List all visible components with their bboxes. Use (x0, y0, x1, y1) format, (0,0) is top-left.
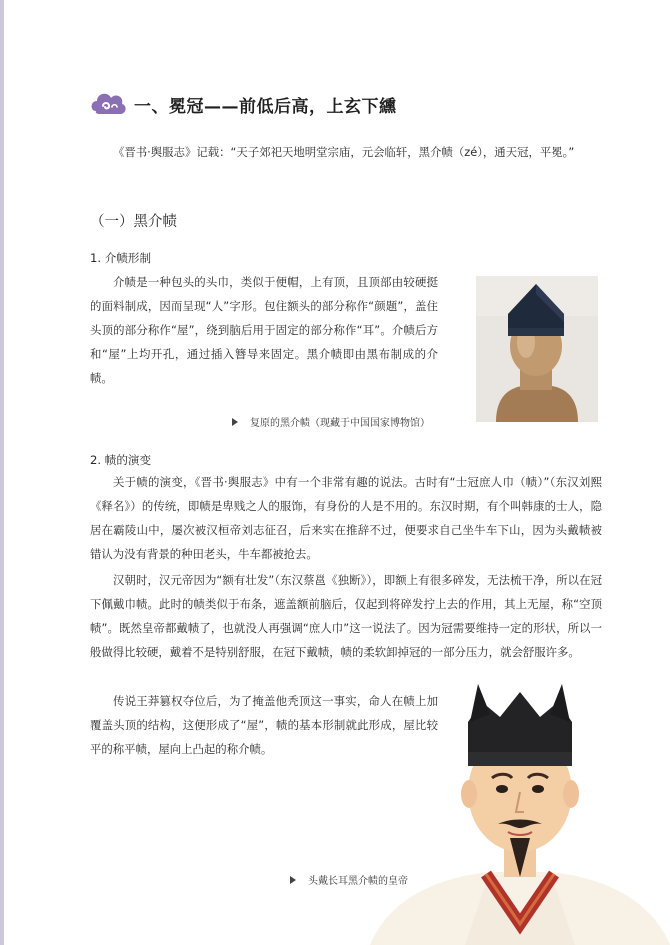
part2-heading: 2. 帻的演变 (90, 453, 152, 467)
photo-caption-text: 复原的黑介帻（现藏于中国国家博物馆） (250, 418, 430, 429)
restored-jieze-photo (476, 276, 598, 422)
section-title: 一、冕冠——前低后高，上玄下纁 (134, 96, 397, 117)
illustration-caption-text: 头戴长耳黑介帻的皇帝 (308, 876, 408, 887)
part1-heading: 1. 介帻形制 (90, 251, 152, 265)
section-title-row (88, 84, 397, 124)
illustration-caption (290, 872, 408, 887)
subsection-title: （一）黑介帻 (90, 214, 177, 230)
emperor-illustration (370, 672, 670, 945)
caption-triangle-icon (290, 876, 296, 884)
part2-paragraph-2: 汉朝时，汉元帝因为“额有壮发”（东汉蔡邕《独断》），即额上有很多碎发，无法梳干净，所以在冠下佩戴巾帻。此时的帻类似于布条，遮盖额前脑后，仅起到将碎发拧上去的作用，其上无屋，称“空顶帻”。既然皇帝都戴帻了，也就没人再强调“庶人巾”这一说法了。因为冠需要维持一定的形状，所以一般做得比较硬，戴着不是特别舒服，在冠下戴帻，帻的柔软卸掉冠的一部分压力，就会舒服许多。 (90, 573, 602, 659)
photo-caption (232, 414, 430, 429)
cloud-swirl-icon (88, 87, 128, 121)
page-left-rule (0, 0, 4, 945)
opening-quote: 《晋书·舆服志》记载：“天子郊祀天地明堂宗庙，元会临轩，黑介帻（zé），通天冠，平冕。” (113, 145, 575, 159)
part2-paragraph-1: 关于帻的演变，《晋书·舆服志》中有一个非常有趣的说法。古时有“士冠庶人巾（帻）”（东汉刘熙《释名》）的传统，即帻是卑贱之人的服饰，有身份的人是不用的。东汉时期，有个叫韩康的士人，隐居在霸陵山中，屡次被汉桓帝刘志征召，后来实在推辞不过，便要求自己坐牛车下山，因为头戴帻被错认为没有背景的种田老头，牛车都被抢去。 (90, 475, 602, 561)
caption-triangle-icon (232, 418, 238, 426)
part1-text: 介帻是一种包头的头巾，类似于便帽，上有顶，且顶部由较硬挺的面料制成，因而呈现“人”字形。包住额头的部分称作“颜题”，盖住头顶的部分称作“屋”，绕到脑后用于固定的部分称作“耳”。介帻后方和“屋”上均开孔，通过插入簪导来固定。黑介帻即由黑布制成的介帻。 (90, 275, 438, 385)
part2-paragraph-3: 传说王莽篡权夺位后，为了掩盖他秃顶这一事实，命人在帻上加覆盖头顶的结构，这便形成了“屋”，帻的基本形制就此形成，屋比较平的称平帻，屋向上凸起的称介帻。 (90, 694, 438, 756)
